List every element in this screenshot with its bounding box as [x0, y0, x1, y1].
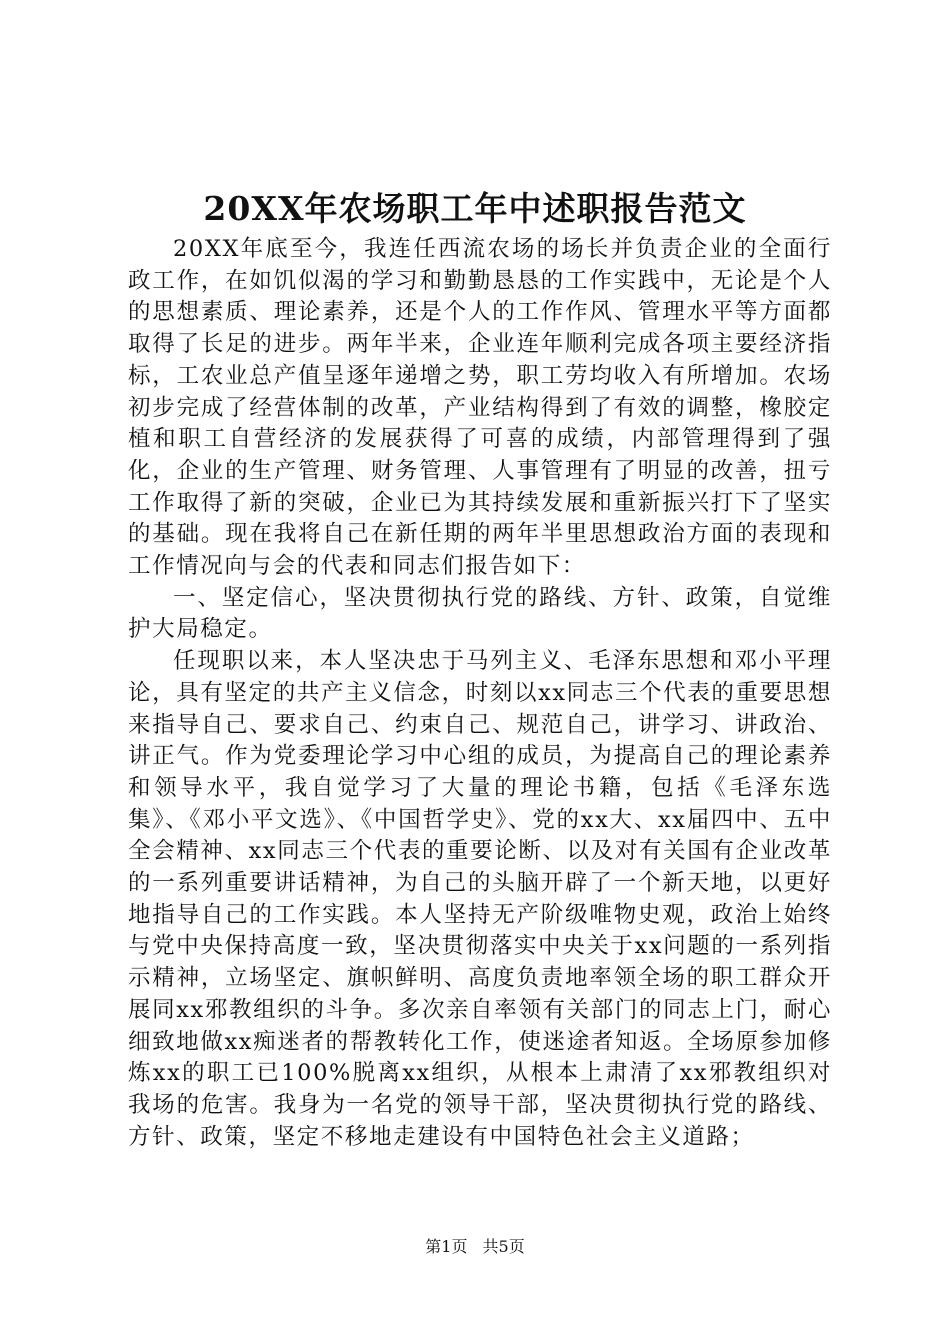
document-title: 20XX年农场职工年中述职报告范文: [203, 189, 747, 228]
paragraph-section-content: 任现职以来，本人坚决忠于马列主义、毛泽东思想和邓小平理论，具有坚定的共产主义信念，时刻以xx同志三个代表的重要思想来指导自己、要求自己、约束自己、规范自己，讲学习、讲政治、讲正气。作为党委理论学习中心组的成员，为提高自己的理论素养和领导水平，我自觉学习了大量的理论书籍，包括《毛泽东选集》、《邓小平文选》、《中国哲学史》、党的xx大、xx届四中、五中全会精神、xx同志三个代表的重要论断、以及对有关国有企业改革的一系列重要讲话精神，为自己的头脑开辟了一个新天地，以更好地指导自己的工作实践。本人坚持无产阶级唯物史观，政治上始终与党中央保持高度一致，坚决贯彻落实中央关于xx问题的一系列指示精神，立场坚定、旗帜鲜明、高度负责地率领全场的职工群众开展同xx邪教组织的斗争。多次亲自率领有关部门的同志上门，耐心细致地做xx痴迷者的帮教转化工作，使迷途者知返。全场原参加修炼xx的职工已100%脱离xx组织，从根本上肃清了xx邪教组织对我场的危害。我身为一名党的领导干部，坚决贯彻执行党的路线、方针、政策，坚定不移地走建设有中国特色社会主义道路；: [128, 648, 832, 1150]
document-body: [128, 234, 832, 1153]
paragraph-intro: 20XX年底至今，我连任西流农场的场长并负责企业的全面行政工作，在如饥似渴的学习和勤勤恳恳的工作实践中，无论是个人的思想素质、理论素养，还是个人的工作作风、管理水平等方面都取得了长足的进步。两年半来，企业连年顺利完成各项主要经济指标，工农业总产值呈逐年递增之势，职工劳均收入有所增加。农场初步完成了经营体制的改革，产业结构得到了有效的调整，橡胶定植和职工自营经济的发展获得了可喜的成绩，内部管理得到了强化，企业的生产管理、财务管理、人事管理有了明显的改善，扭亏工作取得了新的突破，企业已为其持续发展和重新振兴打下了坚实的基础。现在我将自己在新任期的两年半里思想政治方面的表现和工作情况向与会的代表和同志们报告如下：: [128, 236, 832, 580]
page-number: 第1页: [425, 1237, 468, 1256]
total-pages: 共5页: [482, 1237, 525, 1256]
page-footer: [0, 1236, 950, 1258]
paragraph-section-heading: 一、坚定信心，坚决贯彻执行党的路线、方针、政策，自觉维护大局稳定。: [128, 584, 832, 643]
